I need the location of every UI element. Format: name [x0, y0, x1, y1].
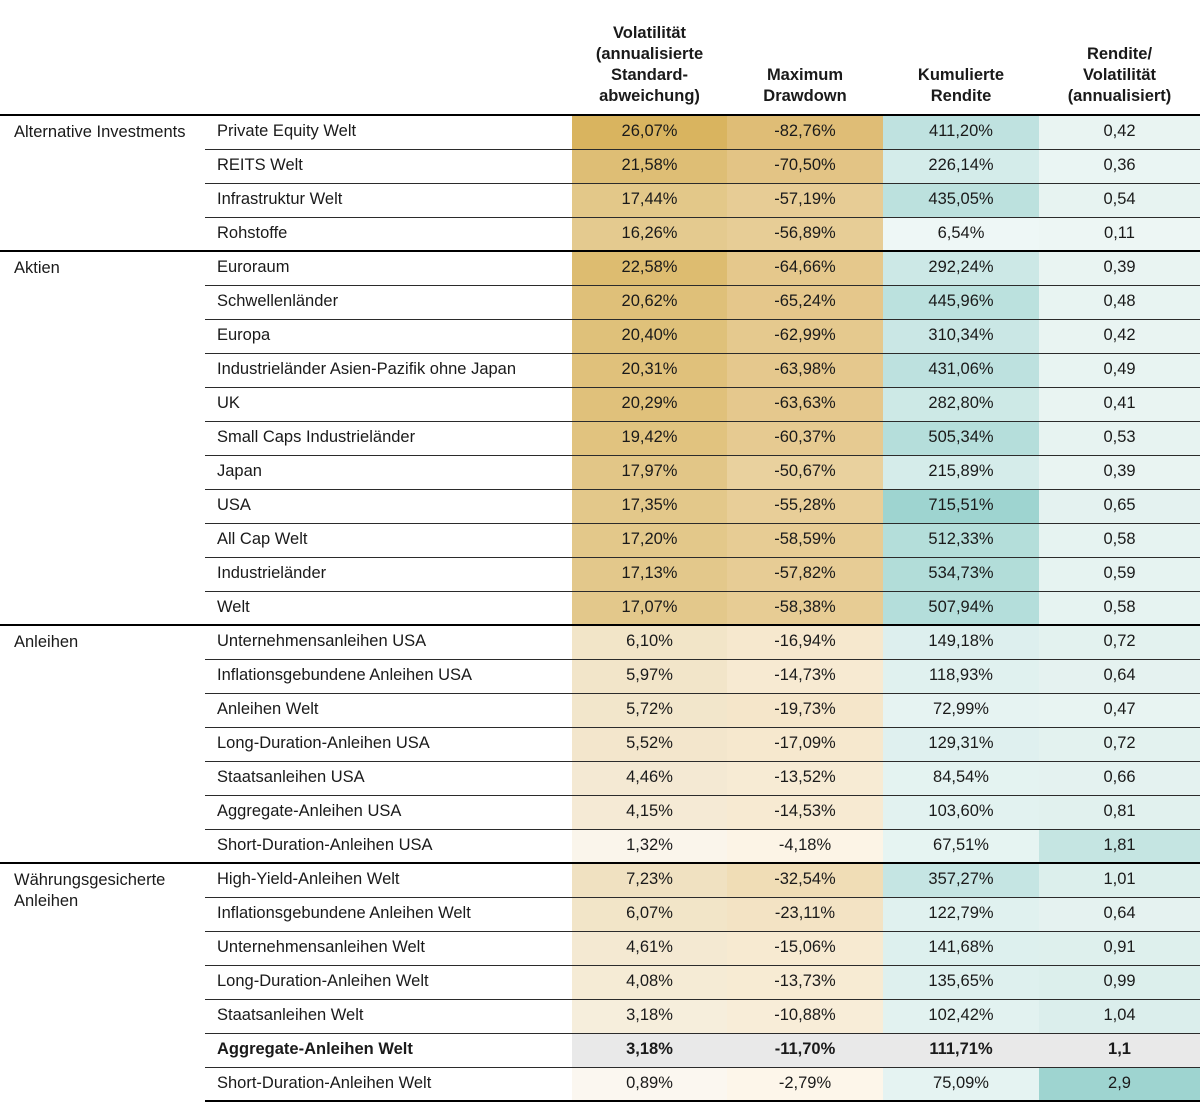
- volatility-cell: 26,07%: [572, 115, 727, 149]
- asset-class-label: Inflationsgebundene Anleihen Welt: [205, 897, 572, 931]
- return-volatility-cell: 0,11: [1039, 217, 1200, 251]
- max-drawdown-cell: -58,38%: [727, 591, 883, 625]
- volatility-cell: 4,61%: [572, 931, 727, 965]
- table-body: [0, 115, 1200, 1101]
- max-drawdown-cell: -17,09%: [727, 727, 883, 761]
- asset-class-label: High-Yield-Anleihen Welt: [205, 863, 572, 897]
- table-row: [0, 251, 1200, 285]
- max-drawdown-cell: -13,73%: [727, 965, 883, 999]
- cumulative-return-cell: 141,68%: [883, 931, 1039, 965]
- max-drawdown-cell: -56,89%: [727, 217, 883, 251]
- asset-class-label: Private Equity Welt: [205, 115, 572, 149]
- asset-class-label: Short-Duration-Anleihen Welt: [205, 1067, 572, 1101]
- volatility-cell: 6,10%: [572, 625, 727, 659]
- asset-class-label: Aggregate-Anleihen USA: [205, 795, 572, 829]
- header-group-blank: [0, 0, 205, 115]
- return-volatility-cell: 0,64: [1039, 897, 1200, 931]
- asset-class-label: Europa: [205, 319, 572, 353]
- volatility-header-line-3: Standard-: [610, 66, 688, 85]
- max-drawdown-cell: -14,73%: [727, 659, 883, 693]
- volatility-cell: 20,31%: [572, 353, 727, 387]
- cumulative-return-cell: 118,93%: [883, 659, 1039, 693]
- asset-class-label: Rohstoffe: [205, 217, 572, 251]
- cumulative-return-cell: 411,20%: [883, 115, 1039, 149]
- return-volatility-header-line-2: Volatilität: [1082, 66, 1157, 85]
- cumulative-return-header-line-1: Kumulierte: [917, 66, 1005, 85]
- asset-class-label: REITS Welt: [205, 149, 572, 183]
- volatility-cell: 17,35%: [572, 489, 727, 523]
- return-volatility-cell: 1,1: [1039, 1033, 1200, 1067]
- asset-class-label: Industrieländer Asien-Pazifik ohne Japan: [205, 353, 572, 387]
- volatility-cell: 3,18%: [572, 999, 727, 1033]
- return-volatility-header-line-3: (annualisiert): [1067, 87, 1172, 106]
- cumulative-return-cell: 129,31%: [883, 727, 1039, 761]
- volatility-cell: 6,07%: [572, 897, 727, 931]
- volatility-cell: 17,13%: [572, 557, 727, 591]
- asset-class-label: Short-Duration-Anleihen USA: [205, 829, 572, 863]
- cumulative-return-cell: 103,60%: [883, 795, 1039, 829]
- volatility-cell: 5,72%: [572, 693, 727, 727]
- return-volatility-cell: 0,39: [1039, 455, 1200, 489]
- max-drawdown-cell: -70,50%: [727, 149, 883, 183]
- cumulative-return-cell: 84,54%: [883, 761, 1039, 795]
- row-group-label: Aktien: [0, 251, 205, 625]
- asset-class-label: Anleihen Welt: [205, 693, 572, 727]
- max-drawdown-cell: -13,52%: [727, 761, 883, 795]
- volatility-header-line-2: (annualisierte: [595, 45, 704, 64]
- return-volatility-cell: 0,58: [1039, 523, 1200, 557]
- return-volatility-cell: 0,65: [1039, 489, 1200, 523]
- volatility-header-line-4: abweichung): [599, 87, 700, 106]
- volatility-cell: 7,23%: [572, 863, 727, 897]
- max-drawdown-cell: -2,79%: [727, 1067, 883, 1101]
- asset-class-label: Staatsanleihen USA: [205, 761, 572, 795]
- row-group-label: Alternative Investments: [0, 115, 205, 251]
- volatility-cell: 20,29%: [572, 387, 727, 421]
- return-volatility-cell: 1,04: [1039, 999, 1200, 1033]
- cumulative-return-cell: 6,54%: [883, 217, 1039, 251]
- return-volatility-cell: 0,91: [1039, 931, 1200, 965]
- return-volatility-cell: 0,41: [1039, 387, 1200, 421]
- max-drawdown-cell: -57,82%: [727, 557, 883, 591]
- asset-class-label: Euroraum: [205, 251, 572, 285]
- asset-class-label: All Cap Welt: [205, 523, 572, 557]
- volatility-cell: 20,62%: [572, 285, 727, 319]
- return-volatility-cell: 0,59: [1039, 557, 1200, 591]
- max-drawdown-cell: -63,63%: [727, 387, 883, 421]
- asset-class-label: USA: [205, 489, 572, 523]
- max-drawdown-cell: -14,53%: [727, 795, 883, 829]
- cumulative-return-cell: 431,06%: [883, 353, 1039, 387]
- return-volatility-cell: 0,48: [1039, 285, 1200, 319]
- return-volatility-cell: 0,72: [1039, 727, 1200, 761]
- max-drawdown-cell: -19,73%: [727, 693, 883, 727]
- volatility-cell: 5,52%: [572, 727, 727, 761]
- asset-class-label: Schwellenländer: [205, 285, 572, 319]
- cumulative-return-cell: 72,99%: [883, 693, 1039, 727]
- asset-class-label: Aggregate-Anleihen Welt: [205, 1033, 572, 1067]
- volatility-cell: 22,58%: [572, 251, 727, 285]
- cumulative-return-cell: 435,05%: [883, 183, 1039, 217]
- cumulative-return-header-line-2: Rendite: [930, 87, 992, 106]
- volatility-header-line-1: Volatilität: [612, 24, 687, 43]
- cumulative-return-cell: 122,79%: [883, 897, 1039, 931]
- return-volatility-cell: 2,9: [1039, 1067, 1200, 1101]
- cumulative-return-cell: 445,96%: [883, 285, 1039, 319]
- column-header-volatility: [572, 0, 727, 115]
- max-drawdown-cell: -11,70%: [727, 1033, 883, 1067]
- return-volatility-cell: 0,66: [1039, 761, 1200, 795]
- return-volatility-cell: 0,58: [1039, 591, 1200, 625]
- return-volatility-cell: 0,54: [1039, 183, 1200, 217]
- max-drawdown-cell: -23,11%: [727, 897, 883, 931]
- max-drawdown-cell: -64,66%: [727, 251, 883, 285]
- max-drawdown-header-line-2: Drawdown: [763, 87, 847, 106]
- cumulative-return-cell: 534,73%: [883, 557, 1039, 591]
- table-row: [0, 625, 1200, 659]
- cumulative-return-cell: 111,71%: [883, 1033, 1039, 1067]
- return-volatility-cell: 0,64: [1039, 659, 1200, 693]
- max-drawdown-cell: -63,98%: [727, 353, 883, 387]
- return-volatility-header-line-1: Rendite/: [1086, 45, 1153, 64]
- header-row: [0, 0, 1200, 115]
- volatility-cell: 4,08%: [572, 965, 727, 999]
- return-volatility-cell: 0,72: [1039, 625, 1200, 659]
- volatility-cell: 21,58%: [572, 149, 727, 183]
- column-header-return-volatility: [1039, 0, 1200, 115]
- asset-class-label: Inflationsgebundene Anleihen USA: [205, 659, 572, 693]
- return-volatility-cell: 0,42: [1039, 115, 1200, 149]
- max-drawdown-cell: -82,76%: [727, 115, 883, 149]
- row-group-label: Währungsgesicherte Anleihen: [0, 863, 205, 1101]
- asset-class-label: Welt: [205, 591, 572, 625]
- max-drawdown-cell: -55,28%: [727, 489, 883, 523]
- cumulative-return-cell: 67,51%: [883, 829, 1039, 863]
- return-volatility-cell: 0,47: [1039, 693, 1200, 727]
- volatility-cell: 0,89%: [572, 1067, 727, 1101]
- cumulative-return-cell: 357,27%: [883, 863, 1039, 897]
- column-header-max-drawdown: [727, 0, 883, 115]
- table-row: [0, 863, 1200, 897]
- max-drawdown-cell: -65,24%: [727, 285, 883, 319]
- return-volatility-cell: 0,42: [1039, 319, 1200, 353]
- cumulative-return-cell: 149,18%: [883, 625, 1039, 659]
- max-drawdown-cell: -16,94%: [727, 625, 883, 659]
- return-volatility-cell: 0,49: [1039, 353, 1200, 387]
- volatility-cell: 1,32%: [572, 829, 727, 863]
- volatility-cell: 19,42%: [572, 421, 727, 455]
- volatility-cell: 3,18%: [572, 1033, 727, 1067]
- table-header: [0, 0, 1200, 115]
- return-volatility-cell: 1,81: [1039, 829, 1200, 863]
- return-volatility-cell: 0,36: [1039, 149, 1200, 183]
- asset-class-label: Unternehmensanleihen USA: [205, 625, 572, 659]
- cumulative-return-cell: 135,65%: [883, 965, 1039, 999]
- cumulative-return-cell: 512,33%: [883, 523, 1039, 557]
- max-drawdown-cell: -58,59%: [727, 523, 883, 557]
- volatility-cell: 4,46%: [572, 761, 727, 795]
- cumulative-return-cell: 75,09%: [883, 1067, 1039, 1101]
- volatility-cell: 16,26%: [572, 217, 727, 251]
- asset-class-label: Staatsanleihen Welt: [205, 999, 572, 1033]
- asset-class-label: Industrieländer: [205, 557, 572, 591]
- cumulative-return-cell: 102,42%: [883, 999, 1039, 1033]
- max-drawdown-cell: -50,67%: [727, 455, 883, 489]
- max-drawdown-cell: -57,19%: [727, 183, 883, 217]
- max-drawdown-cell: -10,88%: [727, 999, 883, 1033]
- asset-class-label: Japan: [205, 455, 572, 489]
- max-drawdown-header-line-1: Maximum: [766, 66, 844, 85]
- cumulative-return-cell: 715,51%: [883, 489, 1039, 523]
- asset-class-label: Small Caps Industrieländer: [205, 421, 572, 455]
- table-row: [0, 115, 1200, 149]
- cumulative-return-cell: 292,24%: [883, 251, 1039, 285]
- volatility-cell: 17,44%: [572, 183, 727, 217]
- volatility-cell: 17,07%: [572, 591, 727, 625]
- return-volatility-cell: 0,99: [1039, 965, 1200, 999]
- return-volatility-cell: 0,39: [1039, 251, 1200, 285]
- return-volatility-cell: 1,01: [1039, 863, 1200, 897]
- volatility-cell: 4,15%: [572, 795, 727, 829]
- volatility-cell: 20,40%: [572, 319, 727, 353]
- cumulative-return-cell: 310,34%: [883, 319, 1039, 353]
- column-header-cumulative-return: [883, 0, 1039, 115]
- asset-class-label: Long-Duration-Anleihen Welt: [205, 965, 572, 999]
- asset-class-label: UK: [205, 387, 572, 421]
- header-asset-blank: [205, 0, 572, 115]
- return-volatility-cell: 0,81: [1039, 795, 1200, 829]
- max-drawdown-cell: -4,18%: [727, 829, 883, 863]
- asset-class-label: Infrastruktur Welt: [205, 183, 572, 217]
- volatility-cell: 17,97%: [572, 455, 727, 489]
- volatility-cell: 5,97%: [572, 659, 727, 693]
- cumulative-return-cell: 505,34%: [883, 421, 1039, 455]
- asset-class-label: Long-Duration-Anleihen USA: [205, 727, 572, 761]
- asset-class-label: Unternehmensanleihen Welt: [205, 931, 572, 965]
- cumulative-return-cell: 226,14%: [883, 149, 1039, 183]
- max-drawdown-cell: -15,06%: [727, 931, 883, 965]
- max-drawdown-cell: -32,54%: [727, 863, 883, 897]
- volatility-cell: 17,20%: [572, 523, 727, 557]
- return-volatility-cell: 0,53: [1039, 421, 1200, 455]
- cumulative-return-cell: 282,80%: [883, 387, 1039, 421]
- cumulative-return-cell: 507,94%: [883, 591, 1039, 625]
- row-group-label: Anleihen: [0, 625, 205, 863]
- cumulative-return-cell: 215,89%: [883, 455, 1039, 489]
- max-drawdown-cell: -62,99%: [727, 319, 883, 353]
- max-drawdown-cell: -60,37%: [727, 421, 883, 455]
